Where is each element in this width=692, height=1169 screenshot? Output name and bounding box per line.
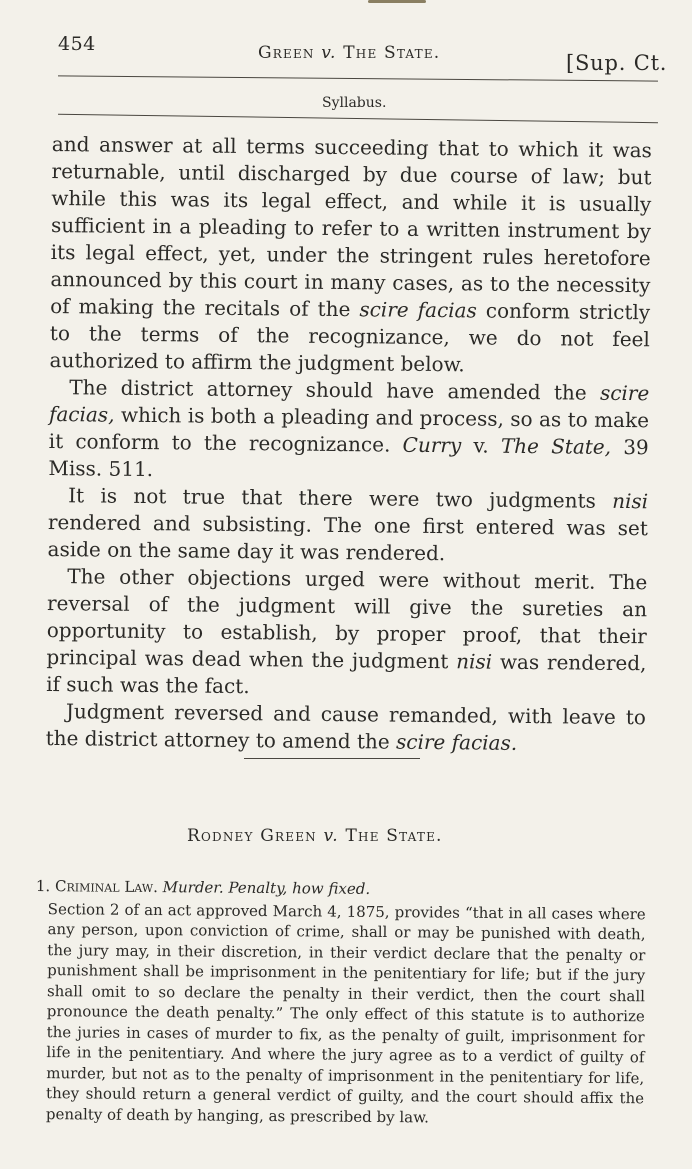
opinion-body [45, 131, 651, 758]
binding-mark [368, 0, 426, 3]
case-name-right: The State. [345, 826, 443, 846]
headnote-number: 1. [35, 876, 51, 896]
headnote [34, 876, 646, 1129]
court-label: [Sup. Ct. [566, 51, 668, 75]
paragraph: It is not true that there were two judgments nisi rendered and subsisting. The one first entered was set aside on the same day it was rendered. [47, 483, 649, 566]
paragraph: Judgment reversed and cause remanded, with leave to the district attorney to amend the scire facias. [45, 699, 647, 755]
section-label: Syllabus. [322, 95, 387, 111]
paragraph: The district attorney should have amended the scire facias, which is both a pleading and process, so as to make it conform to the recognizance. Curry v. The State, 39 Miss. 511. [48, 375, 650, 482]
case-vs: v. [323, 826, 339, 846]
case-citation-party: Curry [402, 432, 462, 458]
italic-term: nisi [612, 488, 649, 514]
italic-term: scire facias, [48, 380, 650, 427]
italic-term: scire facias [359, 297, 477, 323]
headnote-topic: Criminal Law. [54, 877, 158, 897]
section-divider [244, 758, 420, 759]
running-title-right: The State. [343, 43, 441, 63]
paragraph: and answer at all terms succeeding that to which it was returnable, until discharged by due course of law; but while this was its legal effect, and while it is usually sufficient in a pleading to refer to a written instrument by its legal effect, yet, under the stringent rules heretofore announced by this court in many cases, as to the necessity of making the recitals of the scire facias conform strictly to the terms of the recognizance, we do not feel authorized to affirm the judgment below. [49, 131, 652, 377]
headnote-subtopic: Murder. Penalty, how fixed. [162, 878, 371, 898]
header-rule-bottom [58, 114, 658, 123]
running-title-vs: v. [321, 43, 337, 63]
italic-term: nisi [456, 649, 493, 674]
case-citation-party: The State, [500, 433, 612, 459]
case-title [187, 826, 443, 846]
running-title [258, 43, 440, 63]
italic-term: scire facias. [395, 729, 518, 755]
paragraph: The other objections urged were without merit. The reversal of the judgment will give the sureties an opportunity to establish, by proper proof, that their principal was dead when the judgment nisi was rendered, if such was the fact. [46, 564, 648, 699]
headnote-text: Section 2 of an act approved March 4, 1875, provides “that in all cases where any person, upon conviction of crime, shall or may be punished with death, the jury may, in their discretion, in their verdict declare that the penalty or punishment shall be imprisonment in the penitentiary for life; but if the jury shall omit to so declare the penalty in their verdict, then the court shall pronounce the death penalty.” The only effect of this statute is to authorize the juries in cases of murder to fix, as the penalty of guilt, imprisonment for life in the penitentiary. And where the jury agree as to a verdict of guilty of murder, but not as to the penalty of imprisonment in the penitentiary for life, they should return a general verdict of guilty, and the court should affix the penalty of death by hanging, as prescribed by law. [45, 899, 646, 1126]
case-name-left: Rodney Green [187, 826, 317, 846]
header-rule-top [58, 75, 658, 81]
headnote-heading [36, 876, 646, 902]
page-number: 454 [58, 33, 96, 55]
running-title-left: Green [258, 43, 315, 63]
